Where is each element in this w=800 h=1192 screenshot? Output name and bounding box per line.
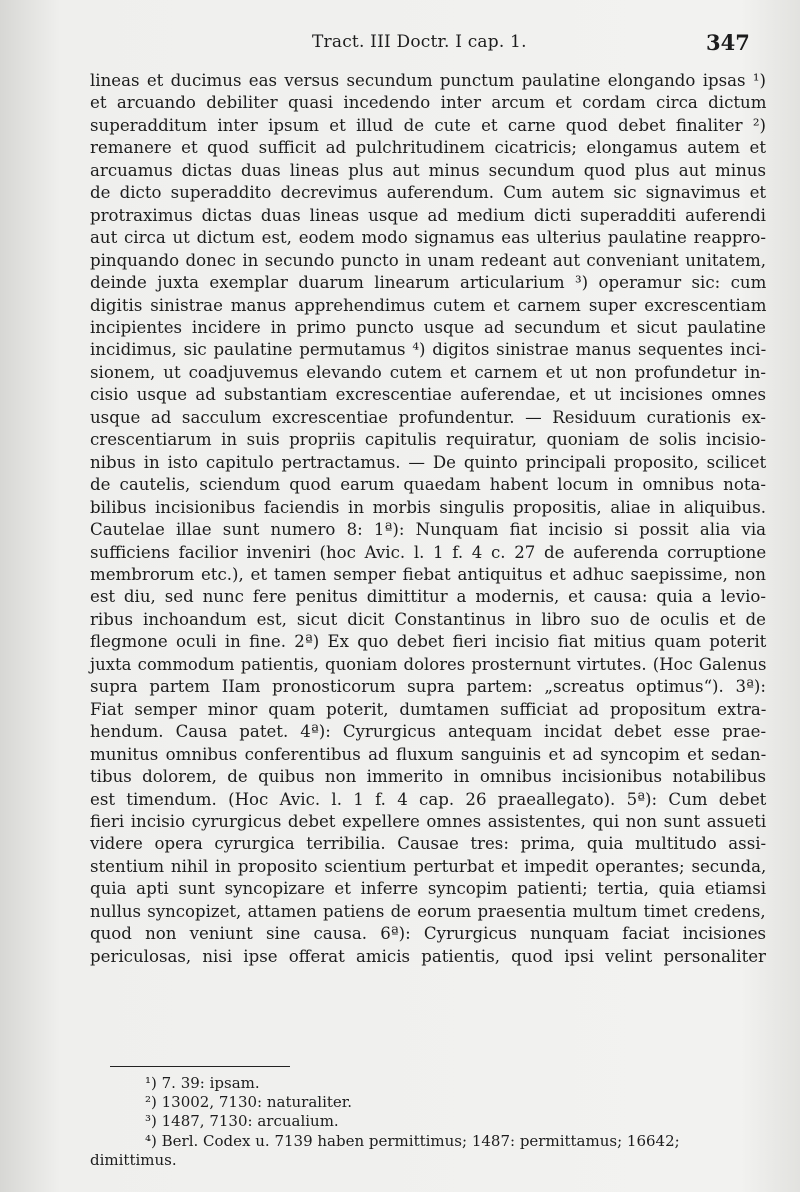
running-head: Tract. III Doctr. I cap. 1. bbox=[312, 32, 527, 52]
body-line: crescentiarum in suis propriis capitulis requiratur, quoniam de solis incisio- bbox=[90, 430, 766, 450]
body-line: cisio usque ad substantiam excrescentiae auferendae, et ut incisiones omnes bbox=[90, 385, 766, 405]
body-line: deinde juxta exemplar duarum linearum articularium ³) operamur sic: cum bbox=[90, 273, 767, 293]
body-line: nibus in isto capitulo pertractamus. — De quinto principali proposito, scilicet bbox=[90, 452, 767, 472]
body-line: munitus omnibus conferentibus ad fluxum sanguinis et ad syncopim et sedan- bbox=[90, 744, 767, 764]
body-line: usque ad sacculum excrescentiae profundentur. — Residuum curationis ex- bbox=[90, 407, 766, 427]
body-line: superadditum inter ipsum et illud de cute et carne quod debet finaliter ²) bbox=[90, 115, 766, 135]
body-line: pinquando donec in secundo puncto in unam redeant aut conveniant unitatem, bbox=[90, 250, 766, 270]
footnote: ⁴) Berl. Codex u. 7139 haben permittimus; 1487: permittamus; 16642; bbox=[145, 1131, 680, 1150]
body-line: periculosas, nisi ipse offerat amicis patientis, quod ipsi velint personaliter bbox=[90, 946, 766, 966]
body-line: aut circa ut dictum est, eodem modo signamus eas ulterius paulatine reappro- bbox=[90, 228, 766, 248]
body-line: incidimus, sic paulatine permutamus ⁴) digitos sinistrae manus sequentes inci- bbox=[90, 340, 767, 360]
body-line: nullus syncopizet, attamen patiens de eorum praesentia multum timet credens, bbox=[90, 901, 766, 921]
body-line: videre opera cyrurgica terribilia. Causae tres: prima, quia multitudo assi- bbox=[90, 834, 767, 854]
body-line: protraximus dictas duas lineas usque ad medium dicti superadditi auferendi bbox=[90, 205, 766, 225]
footnotes-block bbox=[90, 1074, 766, 1170]
body-line: et arcuando debiliter quasi incedendo inter arcum et cordam circa dictum bbox=[90, 93, 767, 113]
footnote: dimittimus. bbox=[90, 1150, 177, 1169]
main-text-block bbox=[90, 70, 766, 968]
body-line: remanere et quod sufficit ad pulchritudinem cicatricis; elongamus autem et bbox=[90, 138, 766, 158]
body-line: de cautelis, sciendum quod earum quaedam habent locum in omnibus nota- bbox=[90, 475, 766, 495]
body-line: digitis sinistrae manus apprehendimus cutem et carnem super excrescentiam bbox=[90, 295, 767, 315]
body-line: ribus inchoandum est, sicut dicit Constantinus in libro suo de oculis et de bbox=[90, 609, 766, 629]
body-line: lineas et ducimus eas versus secundum punctum paulatine elongando ipsas ¹) bbox=[90, 71, 766, 90]
body-line: quia apti sunt syncopizare et inferre syncopim patienti; tertia, quia etiamsi bbox=[90, 879, 767, 899]
body-line: flegmone oculi in fine. 2ª) Ex quo debet fieri incisio fiat mitius quam poterit bbox=[90, 632, 767, 652]
page-header bbox=[0, 28, 800, 58]
body-line: incipientes incidere in primo puncto usque ad secundum et sicut paulatine bbox=[90, 317, 766, 337]
body-line: supra partem IIam pronosticorum supra partem: „screatus optimus“). 3ª): bbox=[90, 677, 766, 697]
page-number: 347 bbox=[706, 30, 750, 55]
body-line: membrorum etc.), et tamen semper fiebat antiquitus et adhuc saepissime, non bbox=[90, 564, 766, 584]
footnote: ¹) 7. 39: ipsam. bbox=[145, 1074, 260, 1092]
body-line: hendum. Causa patet. 4ª): Cyrurgicus antequam incidat debet esse prae- bbox=[90, 722, 767, 742]
body-line: juxta commodum patientis, quoniam dolores prosternunt virtutes. (Hoc Galenus bbox=[90, 654, 767, 674]
body-line: Cautelae illae sunt numero 8: 1ª): Nunquam fiat incisio si possit alia via bbox=[90, 520, 767, 540]
footnote-divider bbox=[110, 1066, 290, 1067]
footnote: ³) 1487, 7130: arcualium. bbox=[145, 1112, 339, 1131]
body-line: stentium nihil in proposito scientium perturbat et impedit operantes; secunda, bbox=[90, 856, 767, 876]
body-line: est diu, sed nunc fere penitus dimittitur a modernis, et causa: quia a levio- bbox=[90, 587, 766, 607]
footnote: ²) 13002, 7130: naturaliter. bbox=[145, 1093, 353, 1112]
body-line: quod non veniunt sine causa. 6ª): Cyrurgicus nunquam faciat incisiones bbox=[90, 924, 767, 944]
body-line: arcuamus dictas duas lineas plus aut minus secundum quod plus aut minus bbox=[90, 160, 766, 180]
body-line: bilibus incisionibus faciendis in morbis singulis propositis, aliae in aliquibus. bbox=[90, 497, 766, 517]
body-line: de dicto superaddito decrevimus auferendum. Cum autem sic signavimus et bbox=[90, 183, 767, 203]
body-line: Fiat semper minor quam poterit, dumtamen sufficiat ad propositum extra- bbox=[90, 699, 767, 719]
body-line: sufficiens facilior inveniri (hoc Avic. l. 1 f. 4 c. 27 de auferenda corruptione bbox=[90, 542, 767, 562]
body-line: sionem, ut coadjuvemus elevando cutem et carnem et ut non profundetur in- bbox=[90, 362, 766, 382]
body-line: fieri incisio cyrurgicus debet expellere omnes assistentes, qui non sunt assueti bbox=[90, 811, 767, 831]
body-line: est timendum. (Hoc Avic. l. 1 f. 4 cap. 26 praeallegato). 5ª): Cum debet bbox=[90, 789, 767, 809]
body-line: tibus dolorem, de quibus non immerito in omnibus incisionibus notabilibus bbox=[90, 767, 767, 787]
